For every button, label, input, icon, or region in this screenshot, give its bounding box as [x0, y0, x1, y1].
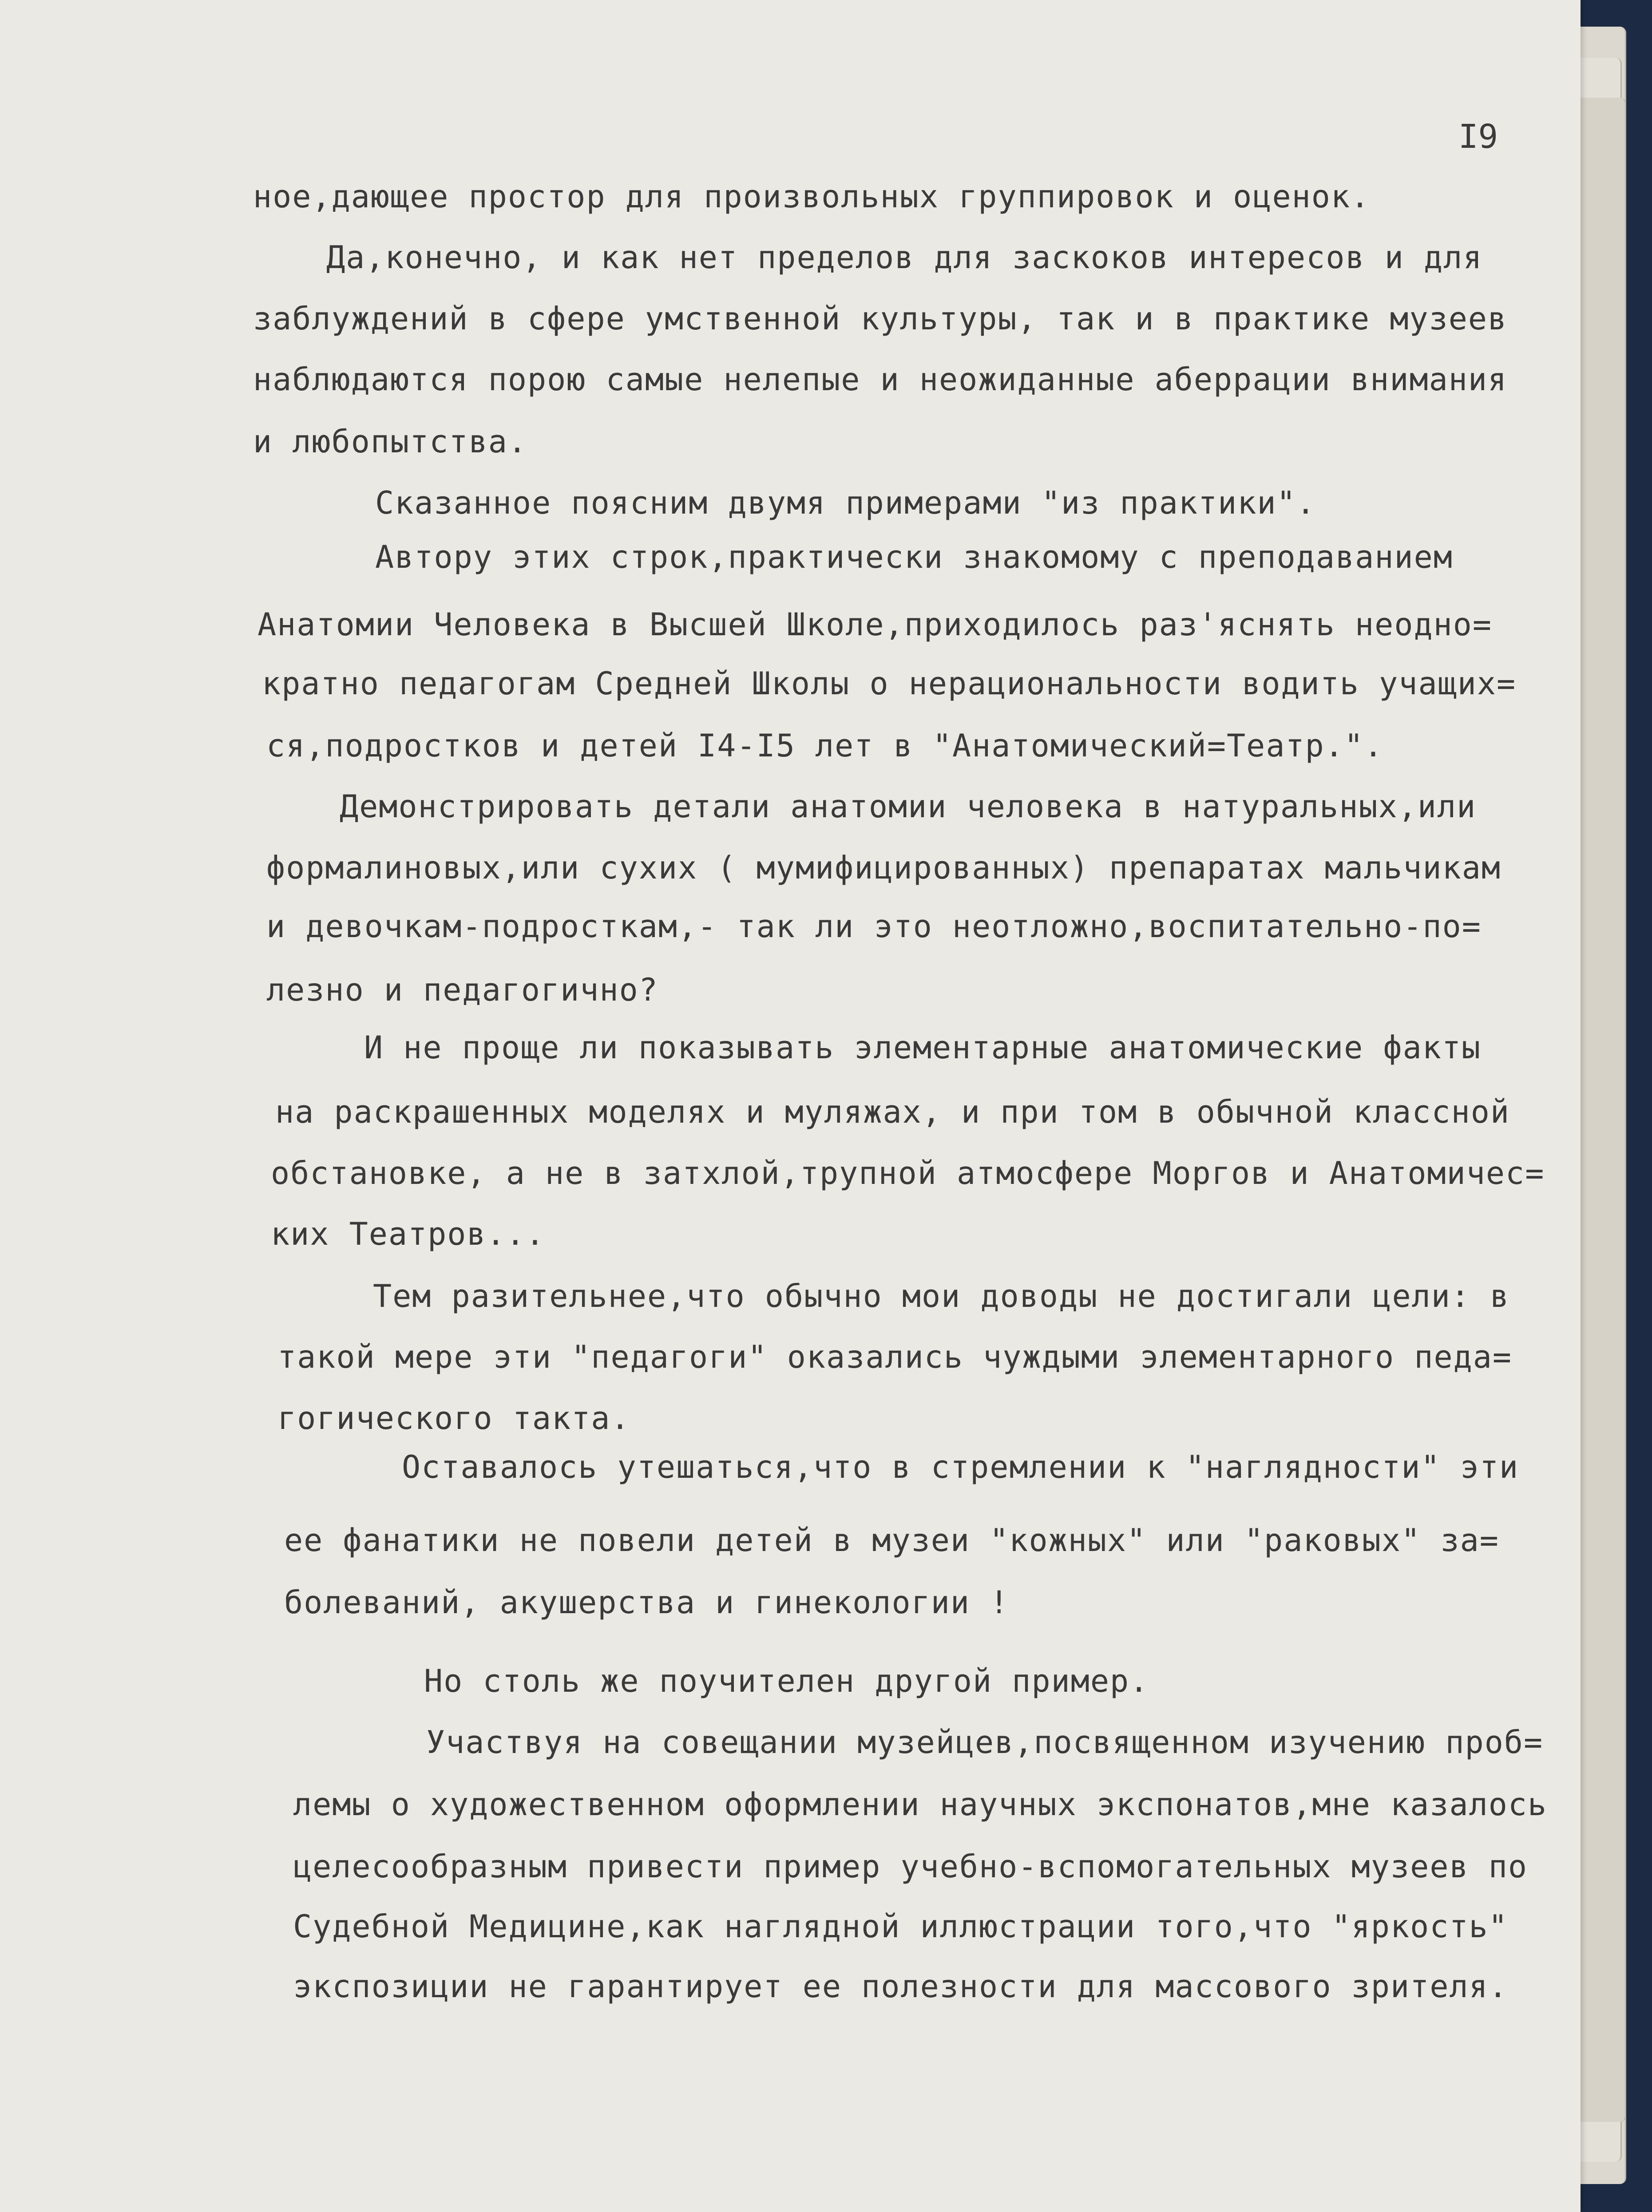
- page-number: I9: [1458, 118, 1498, 156]
- text-line: экспозиции не гарантирует ее полезности для массового зрителя.: [293, 1968, 1508, 2005]
- text-line: и любопытства.: [253, 423, 528, 460]
- text-line: заблуждений в сфере умственной культуры, так и в практике музеев: [253, 301, 1508, 337]
- text-line: такой мере эти "педагоги" оказались чуждыми элементарного педа=: [277, 1339, 1513, 1375]
- text-line: обстановке, а не в затхлой,трупной атмосфере Моргов и Анатомичес=: [271, 1155, 1545, 1191]
- text-line: Оставалось утешаться,что в стремлении к "наглядности" эти: [402, 1449, 1519, 1485]
- text-line: гогического такта.: [277, 1400, 630, 1436]
- text-line: и девочкам-подросткам,- так ли это неотложно,воспитательно-по=: [266, 908, 1482, 945]
- text-line: целесообразным привести пример учебно-вспомогательных музеев по: [293, 1848, 1528, 1885]
- page-stack-edge: [1581, 98, 1626, 2122]
- text-line: Участвуя на совещании музейцев,посвященном изучению проб=: [426, 1724, 1544, 1761]
- text-line: Да,конечно, и как нет пределов для заскоков интересов и для: [326, 239, 1483, 276]
- text-line: болеваний, акушерства и гинекологии !: [284, 1584, 1010, 1621]
- text-line: Автору этих строк,практически знакомому с преподаванием: [375, 539, 1453, 575]
- text-line: формалиновых,или сухих ( мумифицированных) препаратах мальчикам: [266, 850, 1501, 886]
- text-line: ких Театров...: [271, 1216, 546, 1252]
- text-line: Судебной Медицине,как наглядной иллюстрации того,что "яркость": [293, 1908, 1508, 1945]
- text-line: наблюдаются порою самые нелепые и неожиданные аберрации внимания: [253, 361, 1508, 398]
- text-line: Демонстрировать детали анатомии человека в натуральных,или: [340, 788, 1477, 825]
- text-line: ее фанатики не повели детей в музеи "кожных" или "раковых" за=: [284, 1522, 1499, 1559]
- text-line: ся,подростков и детей I4-I5 лет в "Анатомический=Театр.".: [266, 728, 1384, 764]
- text-line: лезно и педагогично?: [266, 972, 658, 1008]
- text-line: Сказанное поясним двумя примерами "из практики".: [375, 485, 1316, 521]
- text-line: ное,дающее простор для произвольных группировок и оценок.: [253, 178, 1371, 215]
- text-line: Но столь же поучителен другой пример.: [424, 1663, 1149, 1699]
- text-line: И не проще ли показывать элементарные анатомические факты: [364, 1029, 1482, 1066]
- text-line: на раскрашенных моделях и муляжах, и при том в обычной классной: [275, 1094, 1510, 1130]
- text-line: Тем разительнее,что обычно мои доводы не достигали цели: в: [373, 1278, 1510, 1314]
- text-line: лемы о художественном оформлении научных экспонатов,мне казалось: [293, 1786, 1548, 1823]
- text-line: Анатомии Человека в Высшей Школе,приходилось раз'яснять неодно=: [258, 606, 1493, 643]
- text-line: кратно педагогам Средней Школы о нерациональности водить учащих=: [262, 665, 1517, 702]
